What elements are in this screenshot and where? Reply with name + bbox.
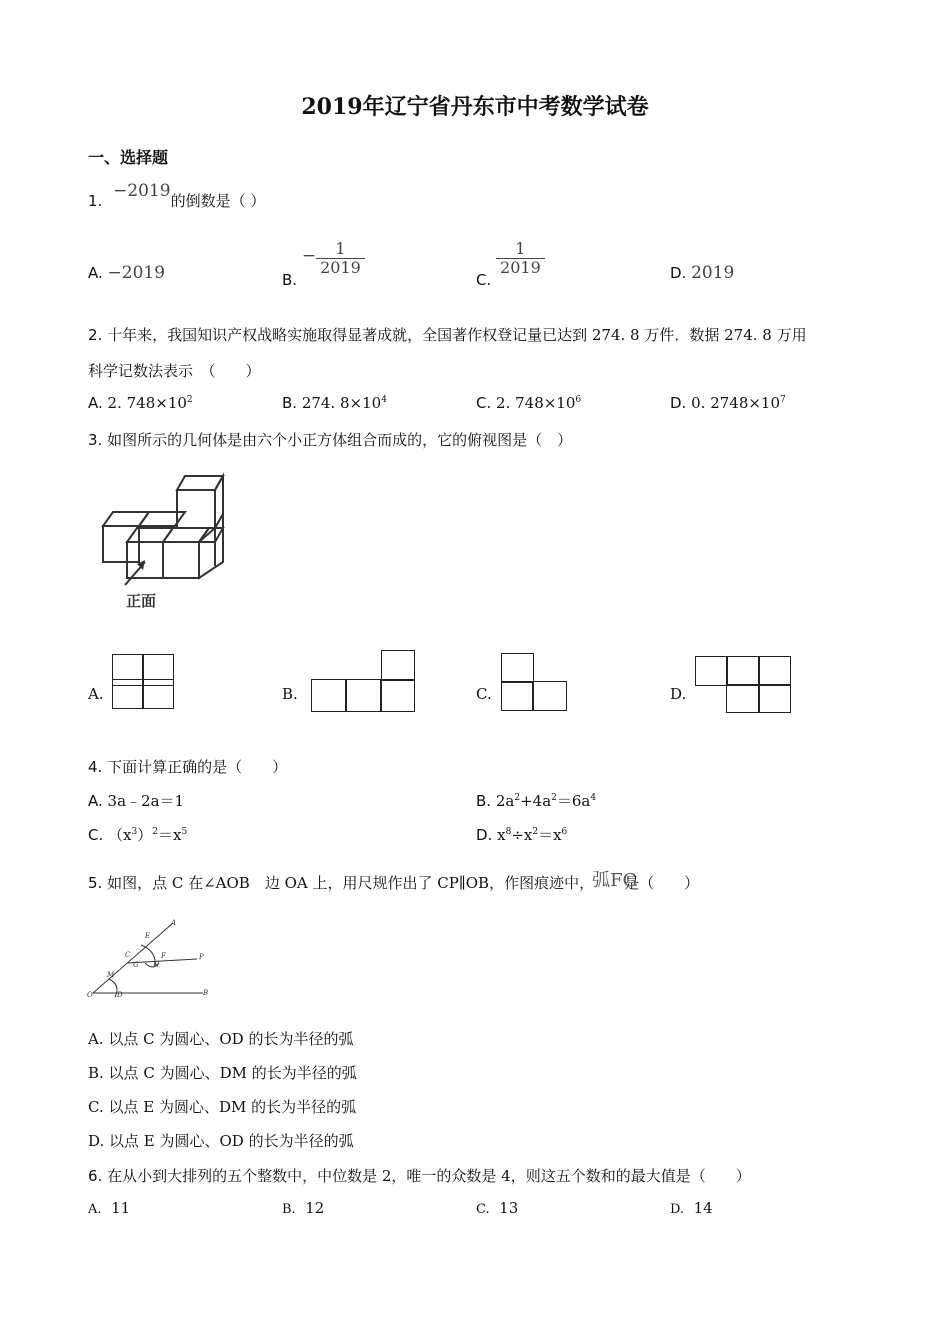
arc-fg-symbol: 弧FG [592, 870, 637, 891]
svg-text:D: D [117, 991, 123, 999]
svg-text:G: G [133, 961, 139, 969]
q5-option-a[interactable]: A. 以点 C 为圆心、OD 的长为半径的弧 [88, 1030, 354, 1048]
svg-text:C: C [125, 951, 131, 959]
q2-option-d[interactable]: D. 0. $2748\times 10^7$ [670, 394, 786, 412]
fraction: $\frac{1}{2019}$ [316, 240, 365, 277]
question-6: 6. 在从小到大排列的五个整数中，中位数是 2，唯一的众数是 4，则这五个数和的最大值是（ ） [88, 1167, 751, 1185]
section-heading: 一、选择题 [88, 148, 169, 167]
q2-option-c[interactable]: C. 2. $748\times 10^6$ [476, 394, 582, 412]
q5-option-d[interactable]: D. 以点 E 为圆心、OD 的长为半径的弧 [88, 1132, 354, 1150]
svg-text:E: E [145, 932, 151, 940]
svg-text:M: M [107, 971, 115, 979]
svg-text:B: B [203, 989, 209, 997]
question-3: 3. 如图所示的几何体是由六个小正方体组合而成的，它的俯视图是（ ） [88, 431, 573, 449]
page-title: 2019年辽宁省丹东市中考数学试卷 [301, 94, 649, 120]
cube-figure [95, 470, 245, 615]
svg-text:N: N [153, 961, 160, 969]
q6-option-b[interactable]: B. 12 [282, 1199, 325, 1217]
question-number: 1. [88, 192, 103, 210]
q4-option-c[interactable]: C. $(x^3)^2=x^5$ [88, 826, 188, 844]
q3-option-d-label[interactable]: D. [670, 685, 687, 703]
construction-figure [85, 915, 220, 1005]
front-label: 正面 [126, 592, 157, 610]
q3-option-c-label[interactable]: C. [476, 685, 492, 703]
svg-text:F: F [161, 952, 166, 960]
q3-option-a-label[interactable]: A. [88, 685, 104, 703]
q4-option-a[interactable]: A. 3a﹣2a＝1 [88, 792, 185, 810]
q6-option-c[interactable]: C. 13 [476, 1199, 519, 1217]
question-2-line-2: 科学记数法表示 （ ） [88, 362, 261, 380]
q3-option-b-label[interactable]: B. [282, 685, 298, 703]
q6-option-a[interactable]: A. 11 [88, 1199, 131, 1217]
question-2: 2. 十年来，我国知识产权战略实施取得显著成就，全国著作权登记量已达到 274. 8 万件．数据 274. 8 万用 [88, 326, 807, 344]
q1-math: −2019 [113, 181, 171, 201]
fraction: $\frac{1}{2019}$ [496, 240, 545, 277]
q4-option-d[interactable]: D. $x^8\div x^2=x^6$ [476, 826, 568, 844]
svg-text:A: A [171, 919, 177, 927]
q1-option-c[interactable]: C. $\frac{1}{2019}$ [476, 240, 545, 277]
question-4: 4. 下面计算正确的是（ ） [88, 758, 288, 776]
question-5: 5. 如图，点 C 在∠AOB 边 OA 上，用尺规作出了 CP∥OB，作图痕迹中， 弧FG 是（ ） [88, 872, 699, 893]
q1-option-b[interactable]: B. − $\frac{1}{2019}$ [282, 240, 365, 277]
q1-option-d[interactable]: D. 2019 [670, 263, 735, 283]
q1-text: 的倒数是（ ） [170, 192, 266, 210]
q2-option-b[interactable]: B. 274. $8\times 10^4$ [282, 394, 387, 412]
q1-option-a[interactable]: A. −2019 [88, 263, 166, 283]
q6-option-d[interactable]: D. 14 [670, 1199, 713, 1217]
question-1 [88, 181, 266, 211]
svg-text:P: P [199, 953, 204, 961]
q4-option-b[interactable]: B. $2a^2+4a^2=6a^4$ [476, 792, 597, 810]
q2-option-a[interactable]: A. 2. $748\times 10^2$ [88, 394, 193, 412]
q5-option-c[interactable]: C. 以点 E 为圆心、DM 的长为半径的弧 [88, 1098, 357, 1116]
q5-option-b[interactable]: B. 以点 C 为圆心、DM 的长为半径的弧 [88, 1064, 357, 1082]
svg-text:O: O [87, 991, 93, 999]
